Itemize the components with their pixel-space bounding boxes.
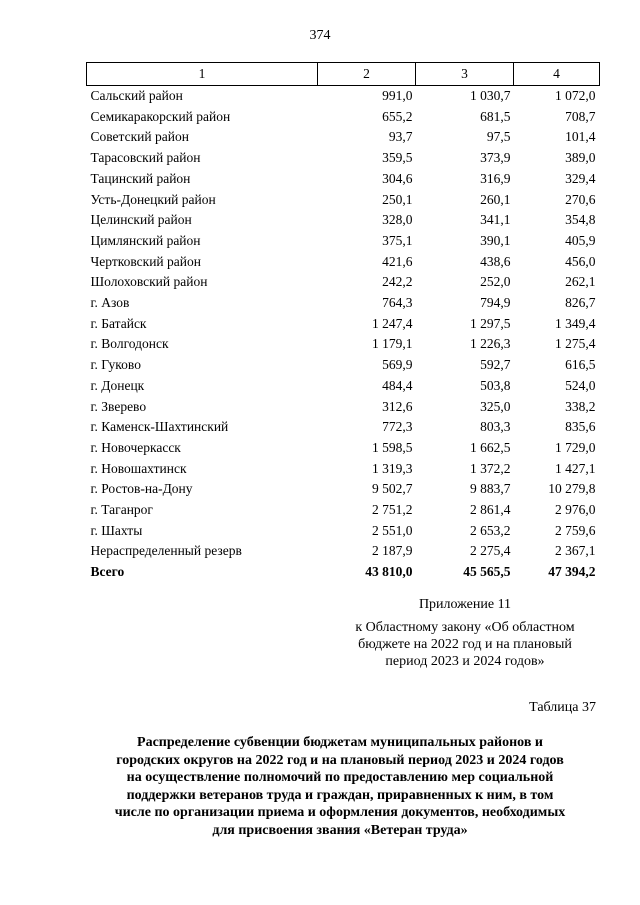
row-label: Целинский район bbox=[90, 212, 192, 228]
row-label: Семикаракорский район bbox=[90, 108, 231, 124]
value-2023: 794,9 bbox=[480, 295, 511, 311]
value-2023: 438,6 bbox=[480, 253, 511, 269]
value-2023: 803,3 bbox=[480, 419, 511, 435]
value-2024: 2 759,6 bbox=[555, 522, 596, 538]
value-2023: 1 030,7 bbox=[470, 88, 511, 103]
heading-line: для присвоения звания «Ветеран труда» bbox=[212, 822, 468, 838]
value-2022: 375,1 bbox=[382, 232, 413, 248]
table-row bbox=[87, 438, 600, 459]
value-2023: 341,1 bbox=[480, 212, 511, 228]
value-2024: 1 427,1 bbox=[555, 460, 596, 476]
row-label: Нераспределенный резерв bbox=[90, 543, 242, 559]
row-label: г. Новочеркасск bbox=[90, 439, 181, 455]
value-2023: 503,8 bbox=[480, 377, 511, 393]
table-row bbox=[87, 355, 600, 376]
value-2024: 524,0 bbox=[565, 377, 596, 393]
row-label: Сальский район bbox=[90, 88, 183, 103]
value-2023: 390,1 bbox=[480, 232, 511, 248]
header-col-1: 1 bbox=[87, 63, 318, 86]
value-2022: 1 319,3 bbox=[372, 460, 413, 476]
table-row bbox=[87, 417, 600, 438]
total-row bbox=[87, 562, 600, 583]
value-2022: 991,0 bbox=[382, 88, 413, 103]
value-2023: 592,7 bbox=[480, 357, 511, 373]
value-2022: 2 751,2 bbox=[372, 502, 413, 518]
appendix-note bbox=[330, 596, 600, 670]
row-label: Усть-Донецкий район bbox=[90, 191, 216, 207]
heading-line: поддержки ветеранов труда и граждан, приравненных к ним, в том bbox=[126, 787, 554, 803]
value-2022: 1 179,1 bbox=[372, 336, 413, 352]
heading-line: числе по организации приема и оформления документов, необходимых bbox=[114, 805, 566, 820]
row-label: Советский район bbox=[90, 129, 189, 145]
subvention-table bbox=[86, 62, 600, 583]
row-label: г. Каменск-Шахтинский bbox=[90, 419, 229, 435]
value-2024: 405,9 bbox=[565, 232, 596, 248]
value-2024: 456,0 bbox=[565, 253, 596, 269]
appendix-line: бюджете на 2022 год и на плановый bbox=[358, 637, 572, 652]
table-row bbox=[87, 210, 600, 231]
value-2023: 260,1 bbox=[480, 191, 511, 207]
row-label: г. Таганрог bbox=[90, 502, 153, 518]
value-2022: 1 247,4 bbox=[372, 315, 413, 331]
value-2024: 10 279,8 bbox=[548, 481, 596, 497]
row-label: г. Донецк bbox=[90, 377, 145, 393]
value-2024: 708,7 bbox=[565, 108, 596, 124]
row-label: г. Батайск bbox=[90, 315, 147, 331]
value-2023: 1 297,5 bbox=[470, 315, 511, 331]
table-row bbox=[87, 334, 600, 355]
value-2024: 270,6 bbox=[565, 191, 596, 207]
table-row bbox=[87, 293, 600, 314]
table-row bbox=[87, 86, 600, 107]
value-2022: 2 551,0 bbox=[372, 522, 413, 538]
table-row bbox=[87, 190, 600, 211]
table-row bbox=[87, 231, 600, 252]
value-2023: 681,5 bbox=[480, 108, 511, 124]
value-2022: 304,6 bbox=[382, 170, 413, 186]
value-2024: 389,0 bbox=[565, 150, 596, 166]
heading-line: на осуществление полномочий по предоставлению мер социальной bbox=[126, 770, 554, 785]
row-label: г. Ростов-на-Дону bbox=[90, 481, 193, 497]
value-2022: 2 187,9 bbox=[372, 543, 413, 559]
table-row bbox=[87, 541, 600, 562]
row-label: Цимлянский район bbox=[90, 232, 201, 248]
table-header-row bbox=[87, 63, 600, 86]
value-2022: 1 598,5 bbox=[372, 439, 413, 455]
value-2023: 316,9 bbox=[480, 170, 511, 186]
value-2024: 835,6 bbox=[565, 419, 596, 435]
table-row bbox=[87, 376, 600, 397]
value-2022: 9 502,7 bbox=[372, 481, 413, 497]
value-2024: 47 394,2 bbox=[548, 564, 596, 580]
value-2022: 764,3 bbox=[382, 295, 413, 311]
row-label: Всего bbox=[90, 564, 125, 580]
value-2023: 2 653,2 bbox=[470, 522, 511, 538]
value-2024: 329,4 bbox=[565, 170, 596, 186]
table-row bbox=[87, 169, 600, 190]
value-2022: 772,3 bbox=[382, 419, 413, 435]
table-row bbox=[87, 252, 600, 273]
table-label: Таблица 37 bbox=[529, 700, 596, 715]
value-2022: 43 810,0 bbox=[365, 564, 413, 580]
value-2024: 1 072,0 bbox=[555, 88, 596, 103]
page-number: 374 bbox=[309, 28, 331, 43]
value-2023: 1 662,5 bbox=[470, 439, 511, 455]
header-col-2: 2 bbox=[318, 63, 416, 86]
row-label: г. Волгодонск bbox=[90, 336, 169, 352]
value-2022: 93,7 bbox=[388, 129, 413, 145]
value-2024: 2 367,1 bbox=[555, 543, 596, 559]
table-row bbox=[87, 500, 600, 521]
value-2024: 1 275,4 bbox=[555, 336, 596, 352]
row-label: г. Зверево bbox=[90, 398, 147, 414]
value-2023: 1 226,3 bbox=[470, 336, 511, 352]
header-col-3: 3 bbox=[416, 63, 514, 86]
value-2023: 45 565,5 bbox=[463, 564, 511, 580]
value-2023: 1 372,2 bbox=[470, 460, 511, 476]
value-2022: 328,0 bbox=[382, 212, 413, 228]
table-row bbox=[87, 479, 600, 500]
table-row bbox=[87, 127, 600, 148]
row-label: г. Новошахтинск bbox=[90, 460, 187, 476]
row-label: г. Гуково bbox=[90, 357, 141, 373]
value-2022: 242,2 bbox=[382, 274, 413, 290]
value-2024: 1 349,4 bbox=[555, 315, 596, 331]
header-col-4: 4 bbox=[514, 63, 600, 86]
value-2022: 421,6 bbox=[382, 253, 413, 269]
value-2023: 252,0 bbox=[480, 274, 511, 290]
table-row bbox=[87, 148, 600, 169]
appendix-line: к Областному закону «Об областном bbox=[355, 620, 575, 635]
appendix-line: период 2023 и 2024 годов» bbox=[385, 654, 545, 669]
value-2023: 325,0 bbox=[480, 398, 511, 414]
value-2022: 312,6 bbox=[382, 398, 413, 414]
heading-line: Распределение субвенции бюджетам муниципальных районов и bbox=[137, 735, 543, 750]
row-label: Чертковский район bbox=[90, 253, 201, 269]
table-row bbox=[87, 521, 600, 542]
row-label: Тацинский район bbox=[90, 170, 191, 186]
row-label: г. Шахты bbox=[90, 522, 143, 538]
value-2024: 338,2 bbox=[565, 398, 596, 414]
value-2022: 484,4 bbox=[382, 377, 413, 393]
value-2024: 101,4 bbox=[565, 129, 596, 145]
value-2022: 250,1 bbox=[382, 191, 413, 207]
table-row bbox=[87, 272, 600, 293]
table-row bbox=[87, 107, 600, 128]
table-row bbox=[87, 314, 600, 335]
value-2022: 359,5 bbox=[382, 150, 413, 166]
row-label: Тарасовский район bbox=[90, 150, 201, 166]
table-row bbox=[87, 397, 600, 418]
row-label: г. Азов bbox=[90, 295, 130, 311]
value-2023: 9 883,7 bbox=[470, 481, 511, 497]
heading-line: городских округов на 2022 год и на плановый период 2023 и 2024 годов bbox=[116, 752, 564, 768]
value-2023: 373,9 bbox=[480, 150, 511, 166]
value-2024: 354,8 bbox=[565, 212, 596, 228]
value-2024: 2 976,0 bbox=[555, 502, 596, 518]
value-2024: 1 729,0 bbox=[555, 439, 596, 455]
value-2024: 826,7 bbox=[565, 295, 596, 311]
value-2023: 97,5 bbox=[486, 129, 511, 145]
value-2024: 616,5 bbox=[565, 357, 596, 373]
table-row bbox=[87, 459, 600, 480]
table-heading bbox=[110, 734, 570, 839]
value-2023: 2 275,4 bbox=[470, 543, 511, 559]
value-2022: 655,2 bbox=[382, 108, 413, 124]
value-2022: 569,9 bbox=[382, 357, 413, 373]
appendix-title: Приложение 11 bbox=[418, 597, 512, 612]
row-label: Шолоховский район bbox=[90, 274, 208, 290]
value-2023: 2 861,4 bbox=[470, 502, 511, 518]
value-2024: 262,1 bbox=[565, 274, 596, 290]
